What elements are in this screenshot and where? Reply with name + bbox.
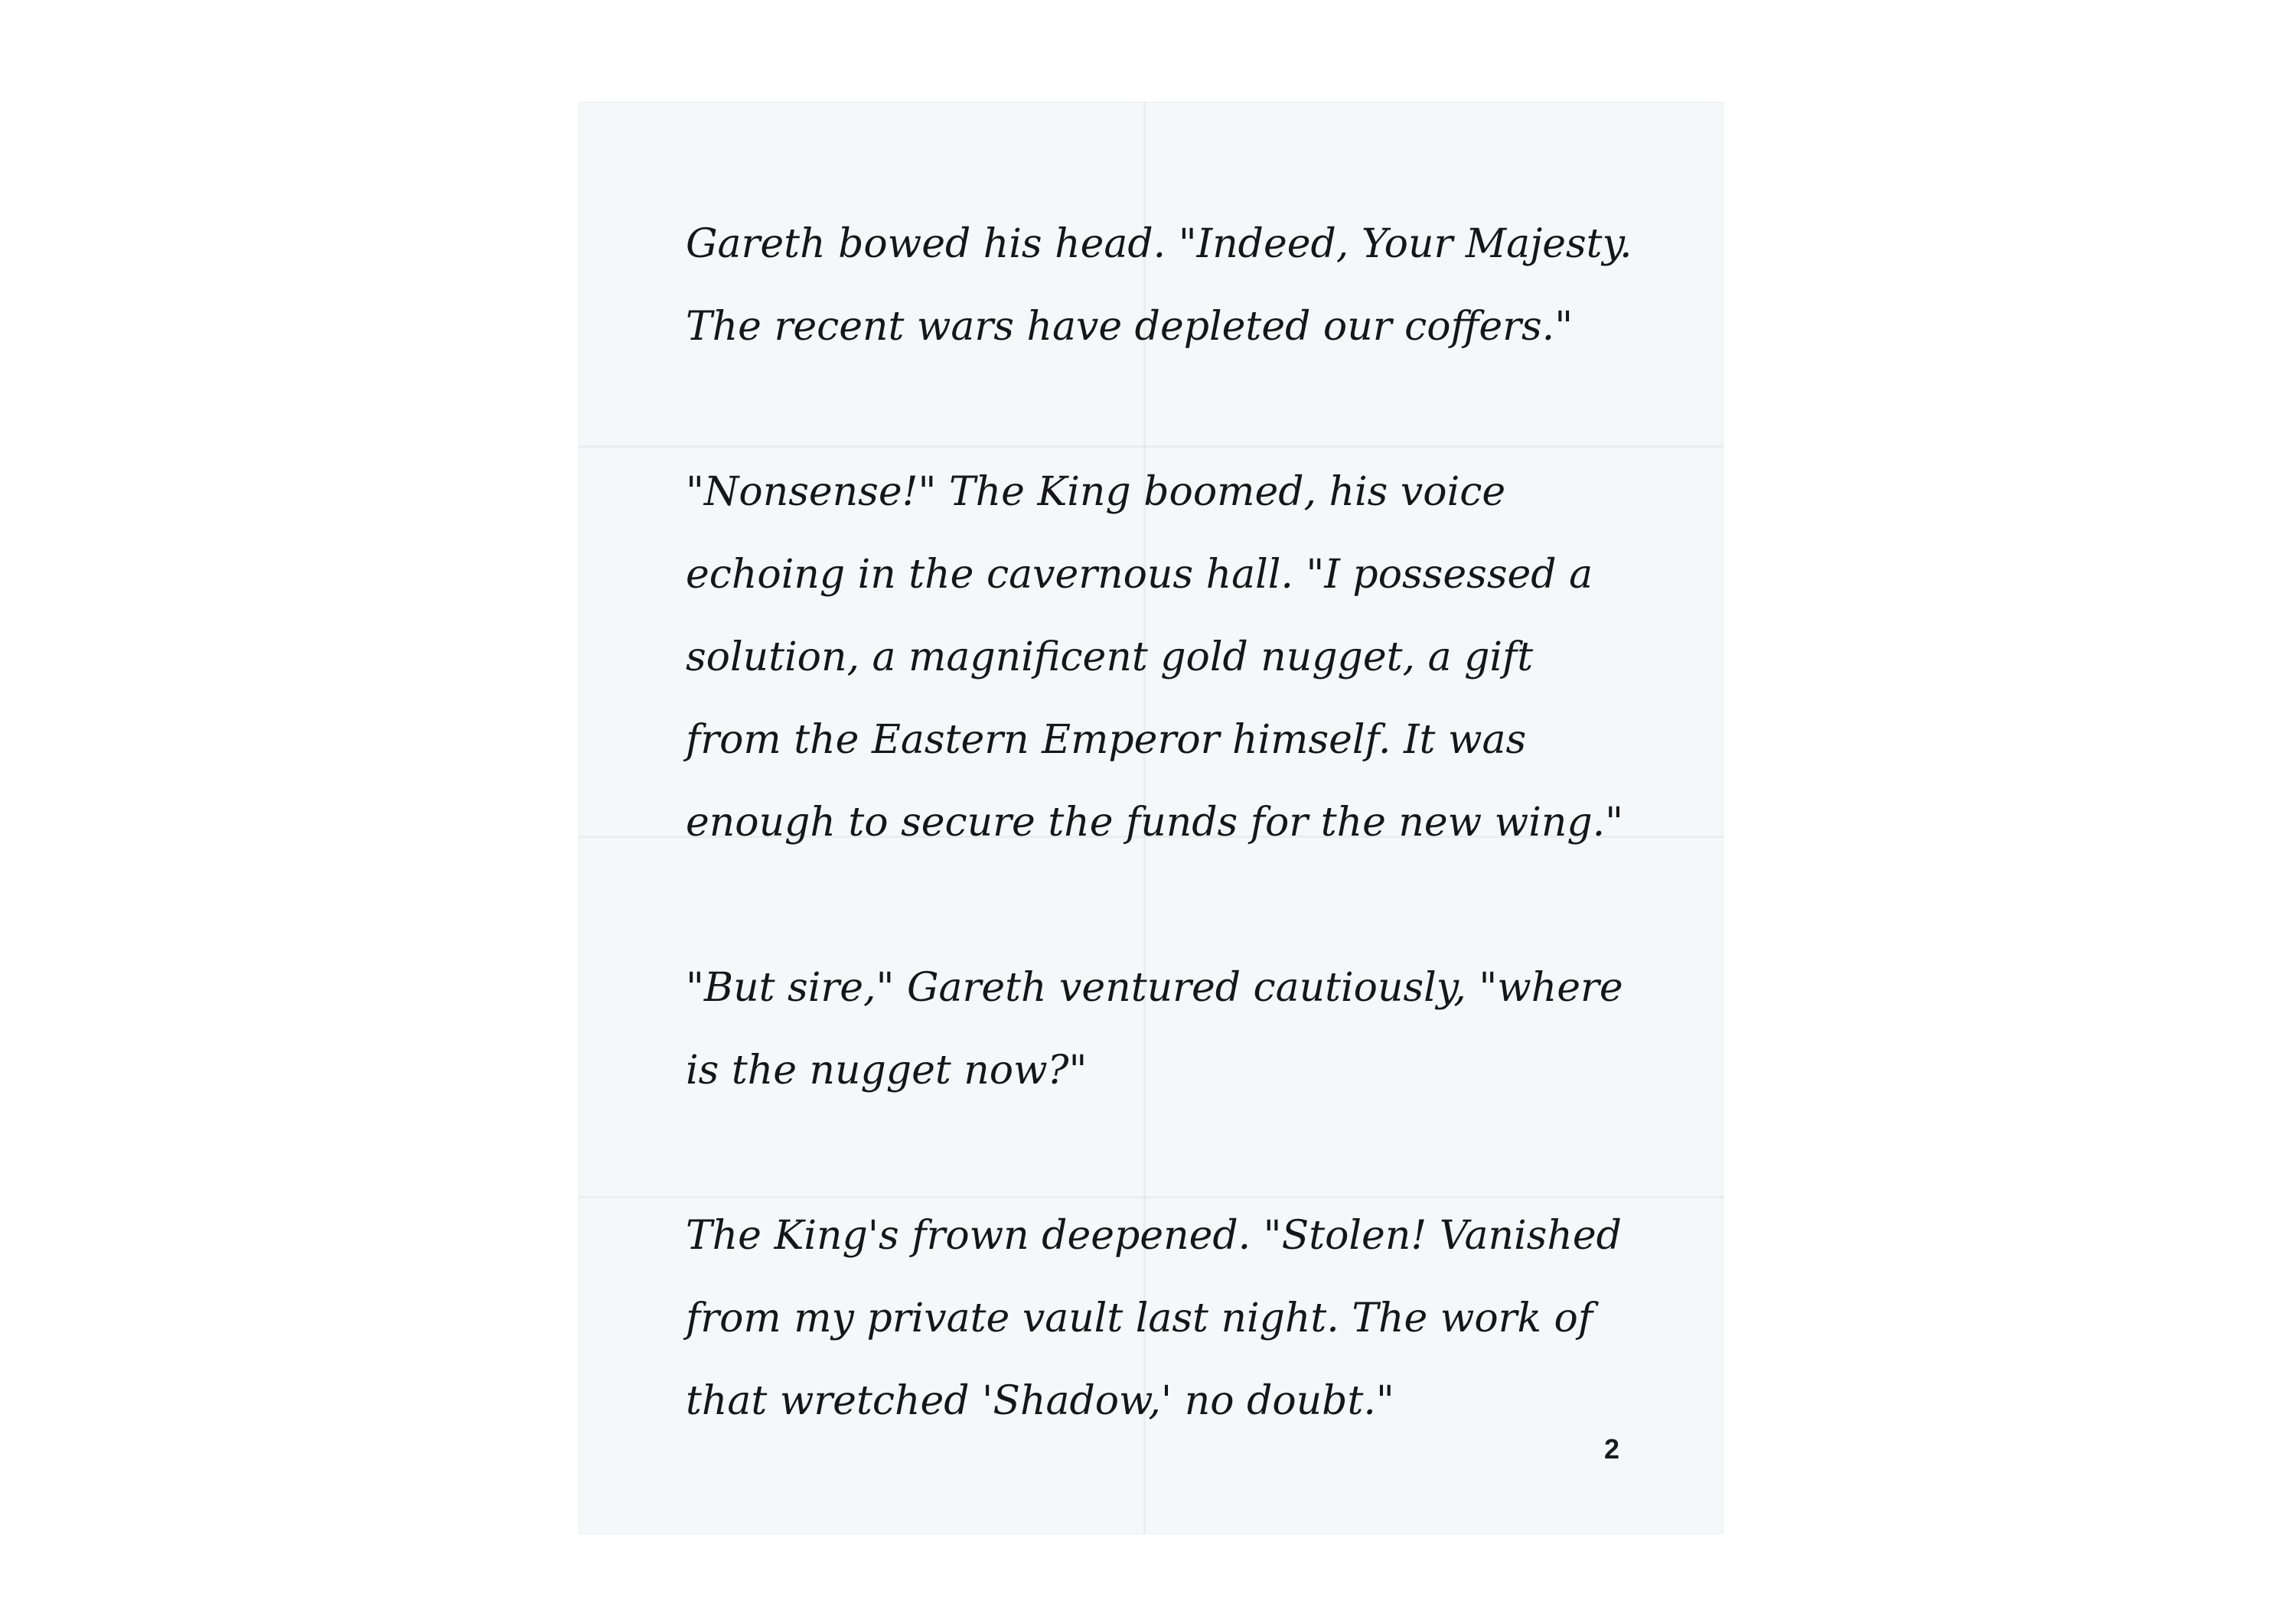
page-number: 2 [1603,1433,1620,1465]
paragraph-king-nonsense: "Nonsense!" The King boomed, his voice echoing in the cavernous hall. "I possessed a solution, a magnificent gold nugget, a gift from the Eastern Emperor himself. It was enough to secure the funds for the new wing." [686,469,1624,846]
paragraph-gareth-question: "But sire," Gareth ventured cautiously, "where is the nugget now?" [686,965,1623,1093]
story-page [579,102,1724,1534]
paragraph-king-stolen: The King's frown deepened. "Stolen! Vanished from my private vault last night. The work of that wretched 'Shadow,' no doubt." [686,1213,1622,1424]
paragraph-gareth-bows: Gareth bowed his head. "Indeed, Your Majesty. The recent wars have depleted our coffers." [686,221,1632,350]
story-text [686,203,1635,1442]
